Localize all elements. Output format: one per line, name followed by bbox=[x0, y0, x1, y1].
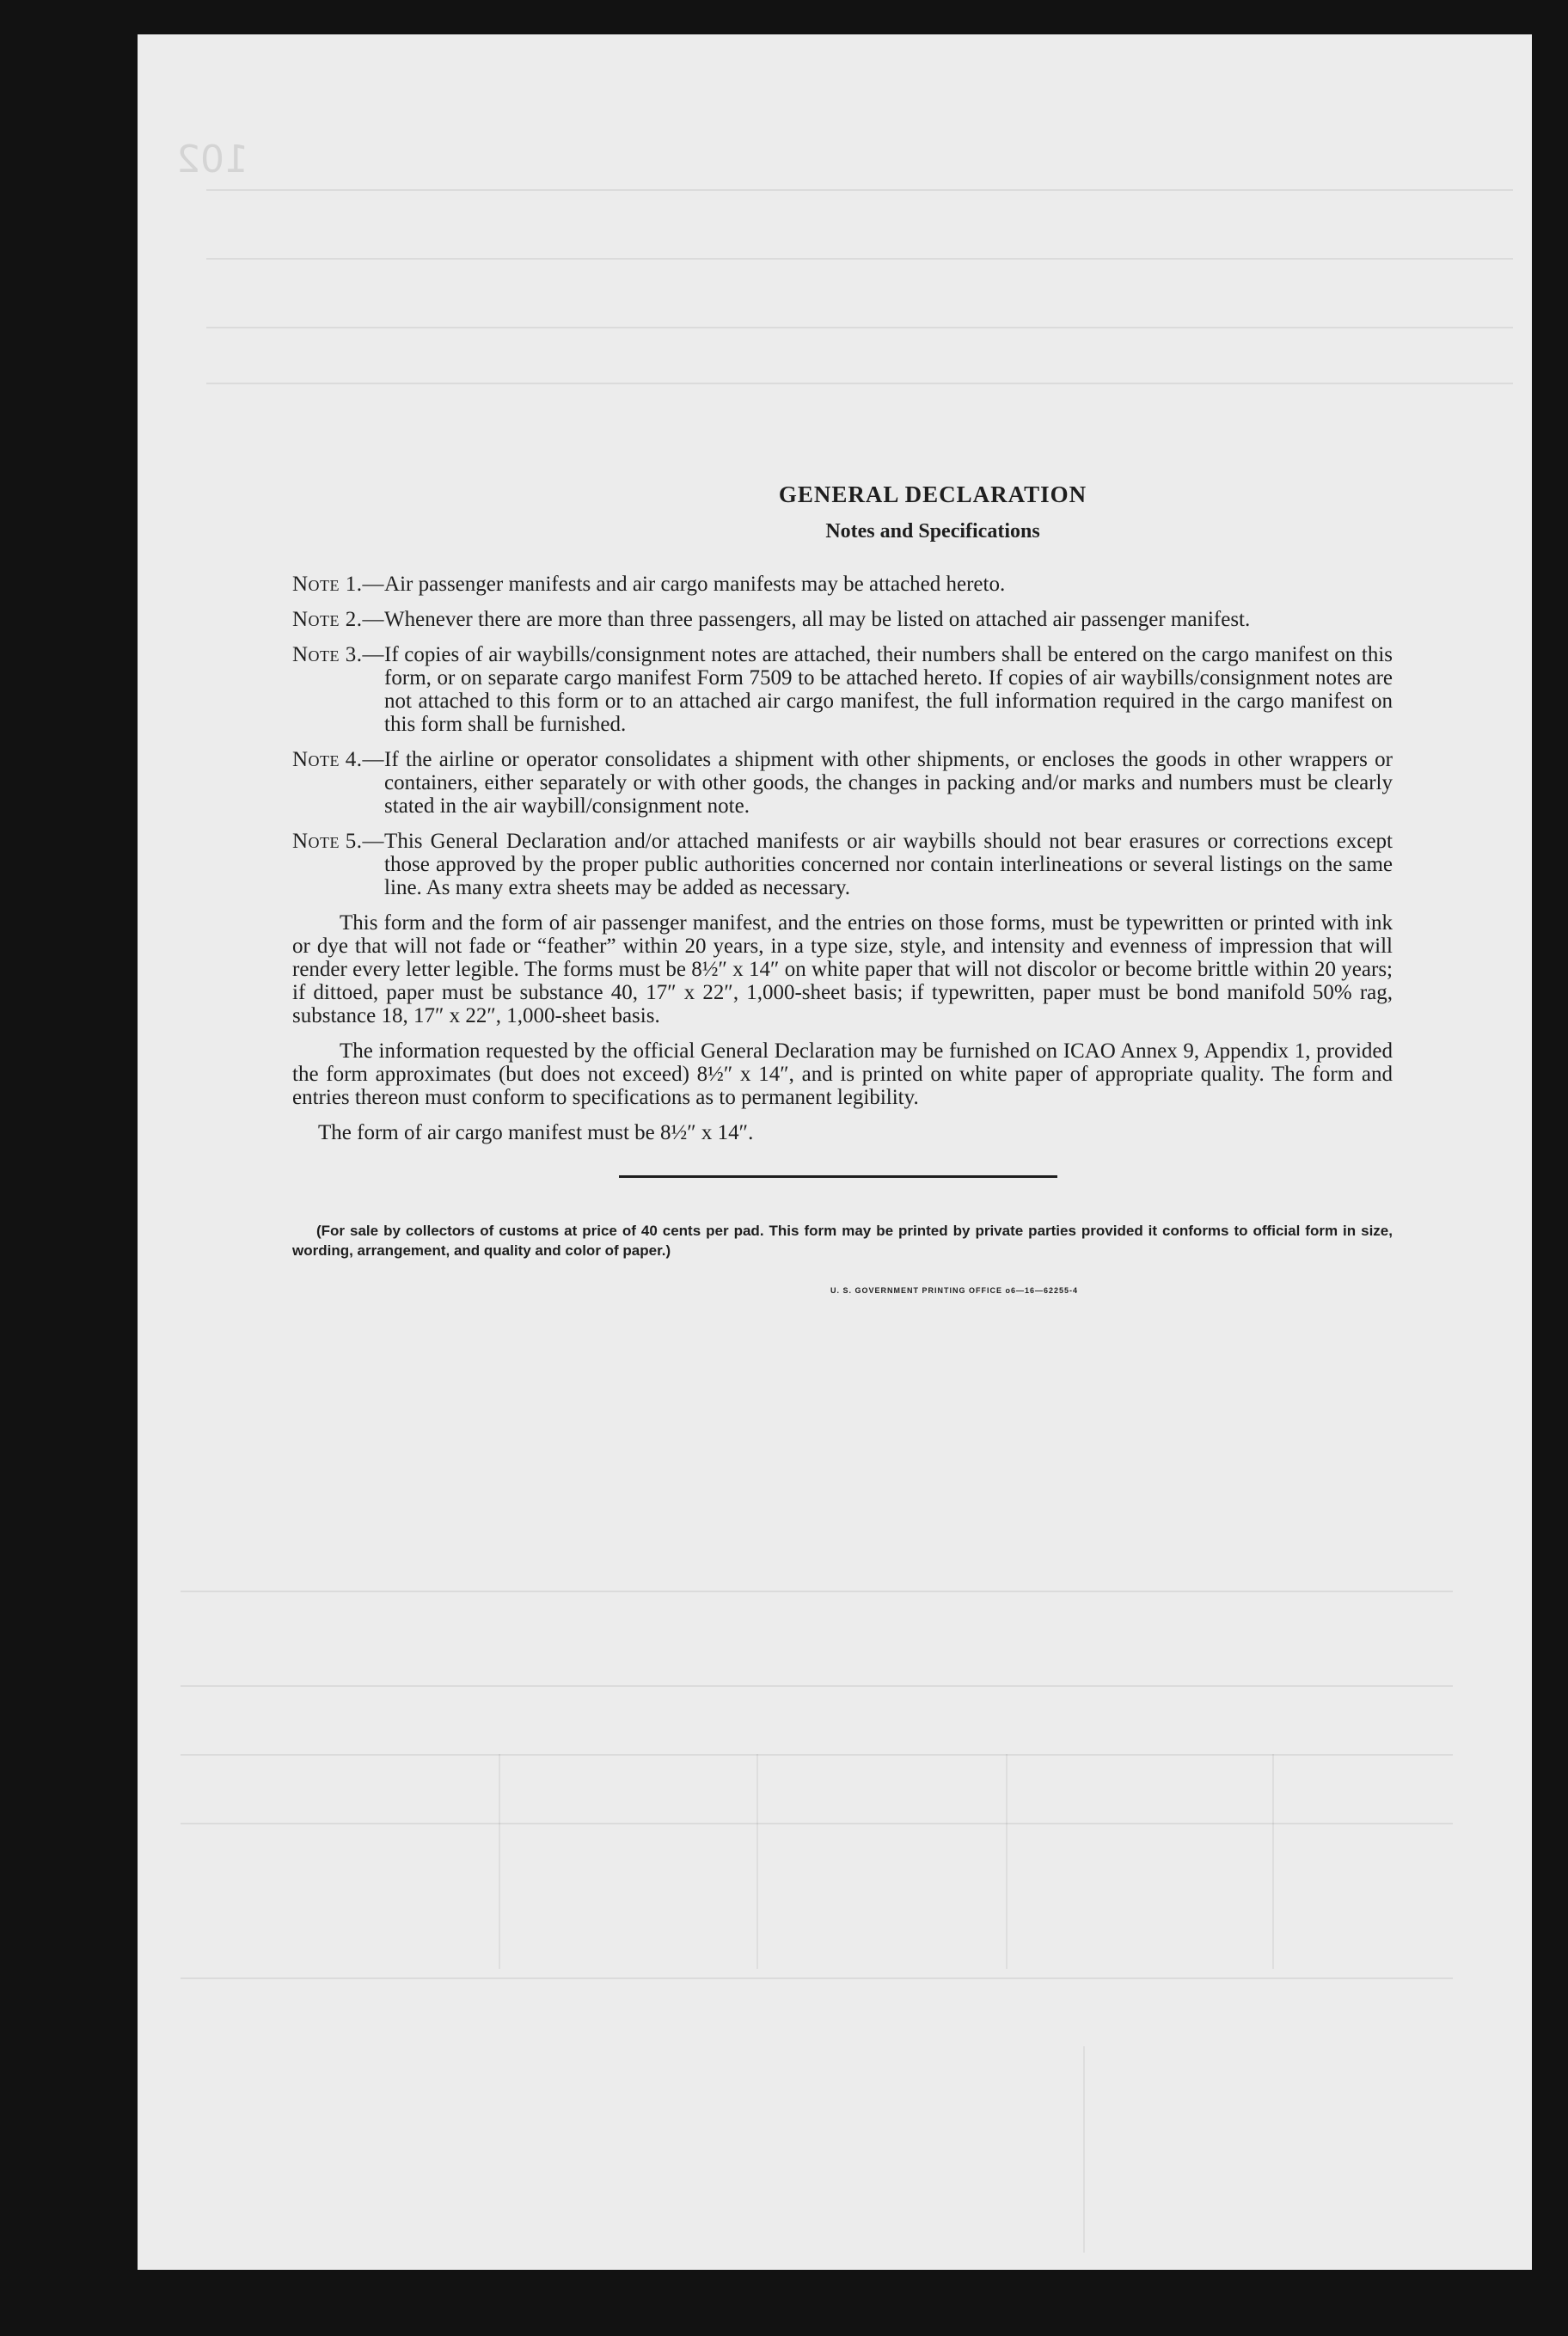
note-label: Note 5.— bbox=[292, 830, 385, 853]
document-body bbox=[292, 481, 1393, 1295]
bleed-through-rule bbox=[1083, 2046, 1085, 2253]
bleed-through-rule bbox=[181, 1754, 1453, 1756]
note-text: Air passenger manifests and air cargo manifests may be attached hereto. bbox=[384, 573, 1006, 596]
bleed-through-rule bbox=[756, 1754, 758, 1969]
bleed-through-number: 102 bbox=[176, 138, 248, 181]
specification-paragraph: This form and the form of air passenger manifest, and the entries on those forms, must be typewritten or printed with ink or dye that will not fade or “feather” within 20 years, in a type size, style, and intensity and evenness of impression that will render every letter legible. The forms must be 8½″ x 14″ on white paper that will not discolor or become brittle within 20 years; if dittoed, paper must be substance 40, 17″ x 22″, 1,000-sheet basis; if typewritten, paper must be bond manifold 50% rag, substance 18, 17″ x 22″, 1,000-sheet basis. bbox=[292, 911, 1393, 1027]
note-label: Note 4.— bbox=[292, 748, 385, 771]
bleed-through-rule bbox=[1272, 1754, 1274, 1969]
document-subtitle: Notes and Specifications bbox=[825, 520, 1040, 543]
note-item bbox=[292, 643, 1393, 736]
note-text: If copies of air waybills/consignment notes are attached, their numbers shall be entered on the cargo manifest on this form, or on separate cargo manifest Form 7509 to be attached hereto. If copies of air waybills/consignment notes are not attached to this form or to an attached air cargo manifest, the full information required in the cargo manifest on this form shall be furnished. bbox=[384, 643, 1393, 736]
bleed-through-rule bbox=[181, 1591, 1453, 1592]
divider-rule bbox=[619, 1175, 1057, 1178]
note-item bbox=[292, 830, 1393, 899]
note-label: Note 2.— bbox=[292, 608, 385, 631]
bleed-through-rule bbox=[206, 327, 1513, 328]
bleed-through-rule bbox=[206, 258, 1513, 260]
note-label: Note 1.— bbox=[292, 573, 385, 596]
bleed-through-rule bbox=[181, 1977, 1453, 1979]
note-item bbox=[292, 748, 1393, 818]
bleed-through-rule bbox=[181, 1685, 1453, 1687]
note-item bbox=[292, 608, 1393, 631]
specification-paragraph: The information requested by the official General Declaration may be furnished on ICAO Annex 9, Appendix 1, provided the form approximates (but does not exceed) 8½″ x 14″, and is printed on white paper of appropriate quality. The form and entries thereon must conform to specifications as to permanent legibility. bbox=[292, 1039, 1393, 1109]
bleed-through-rule bbox=[181, 1823, 1453, 1824]
note-text: Whenever there are more than three passengers, all may be listed on attached air passenger manifest. bbox=[384, 608, 1251, 631]
document-title: GENERAL DECLARATION bbox=[778, 481, 1087, 507]
sale-notice: (For sale by collectors of customs at price of 40 cents per pad. This form may be printed by private parties provided it conforms to official form in size, wording, arrangement, and quality and color of paper.) bbox=[292, 1223, 1393, 1259]
document-page bbox=[138, 34, 1532, 2270]
closing-statement: The form of air cargo manifest must be 8½″ x 14″. bbox=[318, 1121, 754, 1144]
bleed-through-rule bbox=[206, 383, 1513, 384]
bleed-through-rule bbox=[499, 1754, 500, 1969]
note-item bbox=[292, 573, 1393, 596]
printing-office-imprint: U. S. GOVERNMENT PRINTING OFFICE o6—16—62255-4 bbox=[830, 1286, 1079, 1295]
note-label: Note 3.— bbox=[292, 643, 385, 666]
note-text: This General Declaration and/or attached manifests or air waybills should not bear erasures or corrections except those approved by the proper public authorities concerned nor contain interlineations or several listings on the same line. As many extra sheets may be added as necessary. bbox=[384, 830, 1393, 899]
bleed-through-rule bbox=[206, 189, 1513, 191]
bleed-through-rule bbox=[1006, 1754, 1008, 1969]
note-text: If the airline or operator consolidates a shipment with other shipments, or encloses the goods in other wrappers or containers, either separately or with other goods, the changes in packing and/or marks and numbers must be clearly stated in the air waybill/consignment note. bbox=[384, 748, 1393, 818]
